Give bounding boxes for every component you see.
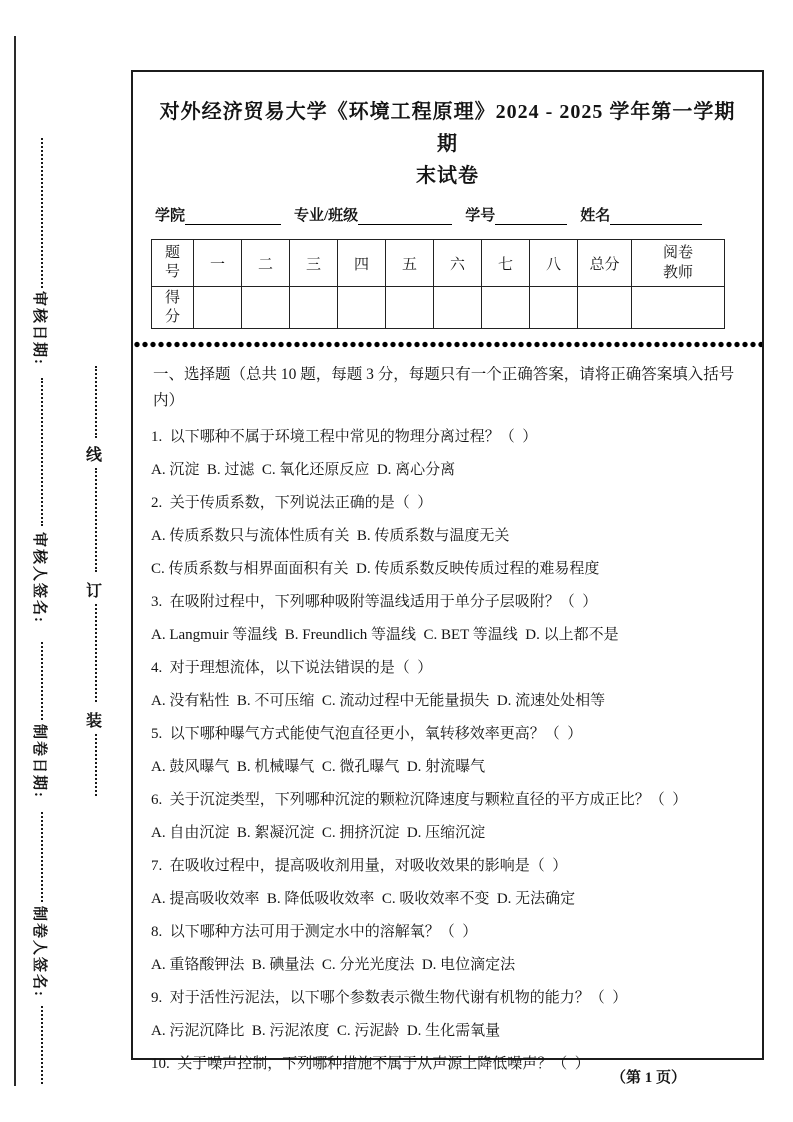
score-table-score-row xyxy=(152,287,725,329)
question-list xyxy=(151,426,744,1075)
question-5 xyxy=(151,723,744,778)
binding-dotted-line xyxy=(95,468,97,572)
score-cell xyxy=(386,287,434,329)
question-options: A. 传质系数只与流体性质有关 B. 传质系数与温度无关 xyxy=(151,528,510,544)
question-text: 3. 在吸附过程中，下列哪种吸附等温线适用于单分子层吸附？（ ） xyxy=(151,594,598,610)
score-table-col-1: 一 xyxy=(194,240,242,287)
field-college-blank xyxy=(185,208,281,225)
score-cell xyxy=(632,287,725,329)
question-7 xyxy=(151,855,744,910)
exam-title-line1: 对外经济贸易大学《环境工程原理》2024 - 2025 学年第一学期期 xyxy=(159,101,736,155)
score-table-col-grader: 阅卷教师 xyxy=(632,240,725,287)
score-table-col-2: 二 xyxy=(242,240,290,287)
dotted-separator xyxy=(133,341,762,348)
question-options: A. 提高吸收效率 B. 降低吸收效率 C. 吸收效率不变 D. 无法确定 xyxy=(151,891,576,907)
score-table-col-6: 六 xyxy=(434,240,482,287)
field-major-class-blank xyxy=(358,208,452,225)
score-table-col-7: 七 xyxy=(482,240,530,287)
field-name-label: 姓名 xyxy=(580,208,611,224)
binding-char-staple: 订 xyxy=(86,583,103,600)
seal-label-review-date: 审核日期: xyxy=(31,291,47,366)
question-options: A. Langmuir 等温线 B. Freundlich 等温线 C. BET 等温线 D. 以上都不是 xyxy=(151,627,619,643)
field-name-blank xyxy=(610,208,702,225)
score-table-col-3: 三 xyxy=(290,240,338,287)
question-8 xyxy=(151,921,744,976)
question-2 xyxy=(151,492,744,580)
question-text: 6. 关于沉淀类型，下列哪种沉淀的颗粒沉降速度与颗粒直径的平方成正比？（ ） xyxy=(151,792,688,808)
question-text: 4. 对于理想流体，以下说法错误的是（ ） xyxy=(151,660,433,676)
page-edge-line xyxy=(14,36,16,1086)
exam-sheet xyxy=(131,70,764,1072)
question-text: 8. 以下哪种方法可用于测定水中的溶解氧？（ ） xyxy=(151,924,478,940)
binding-char-line: 线 xyxy=(86,447,103,464)
field-major-class-label: 专业/班级 xyxy=(294,208,359,224)
score-table-question-number-label: 题号 xyxy=(152,240,194,287)
exam-title xyxy=(151,96,744,192)
student-info-row xyxy=(155,204,740,225)
score-cell xyxy=(338,287,386,329)
question-6 xyxy=(151,789,744,844)
score-table-col-8: 八 xyxy=(530,240,578,287)
question-options: A. 没有粘性 B. 不可压缩 C. 流动过程中无能量损失 D. 流速处处相等 xyxy=(151,693,606,709)
question-9 xyxy=(151,987,744,1042)
score-cell xyxy=(434,287,482,329)
score-cell xyxy=(530,287,578,329)
score-table-col-5: 五 xyxy=(386,240,434,287)
score-table xyxy=(151,239,725,329)
question-options: A. 自由沉淀 B. 絮凝沉淀 C. 拥挤沉淀 D. 压缩沉淀 xyxy=(151,825,486,841)
seal-label-paper-date: 制卷日期: xyxy=(31,724,47,799)
score-table-col-4: 四 xyxy=(338,240,386,287)
seal-dotted-line xyxy=(41,378,43,526)
binding-char-bind: 装 xyxy=(86,713,103,730)
binding-dotted-line xyxy=(95,366,97,438)
field-student-id-blank xyxy=(495,208,567,225)
question-text: 7. 在吸收过程中，提高吸收剂用量，对吸收效果的影响是（ ） xyxy=(151,858,568,874)
seal-label-reviewer-signature: 审核人签名: xyxy=(31,532,47,624)
question-1 xyxy=(151,426,744,481)
section-heading: 一、选择题（总共 10 题，每题 3 分，每题只有一个正确答案，请将正确答案填入括号内） xyxy=(153,366,735,409)
question-text: 9. 对于活性污泥法，以下哪个参数表示微生物代谢有机物的能力？（ ） xyxy=(151,990,628,1006)
seal-dotted-line xyxy=(41,138,43,288)
question-options: A. 鼓风曝气 B. 机械曝气 C. 微孔曝气 D. 射流曝气 xyxy=(151,759,486,775)
question-3 xyxy=(151,591,744,646)
page-number: （第 1 页） xyxy=(610,1070,686,1086)
question-4 xyxy=(151,657,744,712)
score-table-header-row xyxy=(152,240,725,287)
binding-dotted-line xyxy=(95,604,97,702)
question-options: A. 污泥沉降比 B. 污泥浓度 C. 污泥龄 D. 生化需氧量 xyxy=(151,1023,501,1039)
score-table-col-total: 总分 xyxy=(578,240,632,287)
score-cell xyxy=(194,287,242,329)
question-options: C. 传质系数与相界面面积有关 D. 传质系数反映传质过程的难易程度 xyxy=(151,561,600,577)
question-options: A. 沉淀 B. 过滤 C. 氧化还原反应 D. 离心分离 xyxy=(151,462,456,478)
question-options: A. 重铬酸钾法 B. 碘量法 C. 分光光度法 D. 电位滴定法 xyxy=(151,957,516,973)
seal-dotted-line xyxy=(41,1006,43,1084)
score-table-score-label: 得分 xyxy=(152,287,194,329)
score-cell xyxy=(290,287,338,329)
seal-dotted-line xyxy=(41,642,43,720)
exam-title-line2: 末试卷 xyxy=(416,165,479,187)
score-cell xyxy=(578,287,632,329)
score-cell xyxy=(482,287,530,329)
score-cell xyxy=(242,287,290,329)
question-text: 2. 关于传质系数，下列说法正确的是（ ） xyxy=(151,495,433,511)
question-text: 10. 关于噪声控制，下列哪种措施不属于从声源上降低噪声？（ ） xyxy=(151,1056,590,1072)
question-text: 1. 以下哪种不属于环境工程中常见的物理分离过程？（ ） xyxy=(151,429,538,445)
question-text: 5. 以下哪种曝气方式能使气泡直径更小，氧转移效率更高？（ ） xyxy=(151,726,583,742)
binding-dotted-line xyxy=(95,734,97,796)
field-college-label: 学院 xyxy=(155,208,186,224)
seal-label-paper-maker-signature: 制卷人签名: xyxy=(31,906,47,998)
field-student-id-label: 学号 xyxy=(465,208,496,224)
seal-dotted-line xyxy=(41,812,43,902)
